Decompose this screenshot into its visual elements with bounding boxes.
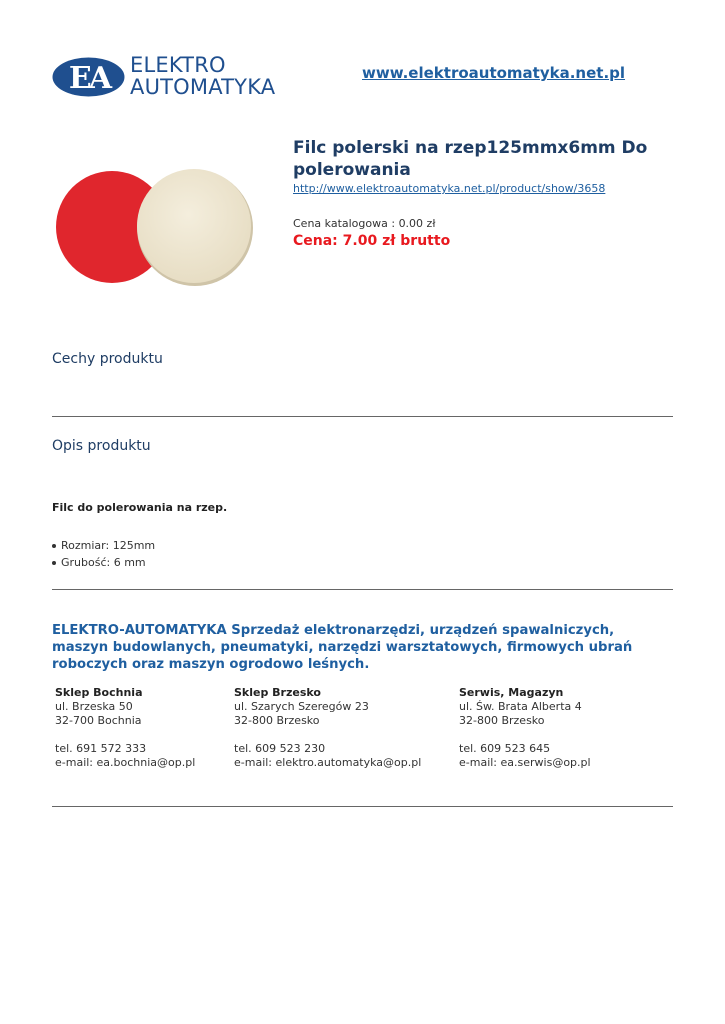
store-street: ul. Brzeska 50 [55,700,133,713]
store-email: e-mail: ea.bochnia@op.pl [55,756,196,769]
list-item: Rozmiar: 125mm [52,537,155,554]
divider [52,589,673,590]
store-phone: tel. 609 523 645 [459,742,551,755]
store-city: 32-800 Brzesko [459,714,545,727]
store-name: Sklep Brzesko [234,686,321,699]
store-bochnia [55,686,195,770]
store-email: e-mail: elektro.automatyka@op.pl [234,756,422,769]
price: Cena: 7.00 zł brutto [293,233,451,249]
store-street: ul. Szarych Szeregów 23 [234,700,369,713]
website-link[interactable]: www.elektroautomatyka.net.pl [362,64,626,82]
product-title: Filc polerski na rzep125mmx6mm Do polerowania [293,138,648,180]
store-email: e-mail: ea.serwis@op.pl [459,756,591,769]
description-heading: Opis produktu [52,438,151,454]
features-heading: Cechy produktu [52,351,163,367]
description-lead: Filc do polerowania na rzep. [52,501,228,514]
divider [52,806,673,807]
description-bullets [52,537,155,571]
logo-line-2: AUTOMATYKA [130,75,276,99]
logo-wordmark [130,54,275,98]
product-image [55,168,275,286]
store-city: 32-700 Bochnia [55,714,142,727]
list-item: Grubość: 6 mm [52,554,155,571]
logo-line-1: ELEKTRO [130,53,226,77]
store-city: 32-800 Brzesko [234,714,320,727]
product-url-link[interactable]: http://www.elektroautomatyka.net.pl/product/show/3658 [293,182,606,195]
felt-polishing-disc [137,169,251,283]
logo-ea-mark-icon [52,57,125,97]
store-name: Sklep Bochnia [55,686,143,699]
store-street: ul. Św. Brata Alberta 4 [459,700,582,713]
store-serwis-magazyn [459,686,591,770]
divider [52,416,673,417]
catalog-price: Cena katalogowa : 0.00 zł [293,217,436,230]
logo-mark-text: EA [68,61,110,96]
store-phone: tel. 609 523 230 [234,742,326,755]
company-logo[interactable] [52,54,292,100]
store-brzesko [234,686,421,770]
store-phone: tel. 691 572 333 [55,742,147,755]
store-name: Serwis, Magazyn [459,686,564,699]
company-description: ELEKTRO-AUTOMATYKA Sprzedaż elektronarzędzi, urządzeń spawalniczych, maszyn budowlanych, pneumatyki, narzędzi warsztatowych, firmowych ubrań roboczych oraz maszyn ogrodowo leśnych. [52,623,633,672]
